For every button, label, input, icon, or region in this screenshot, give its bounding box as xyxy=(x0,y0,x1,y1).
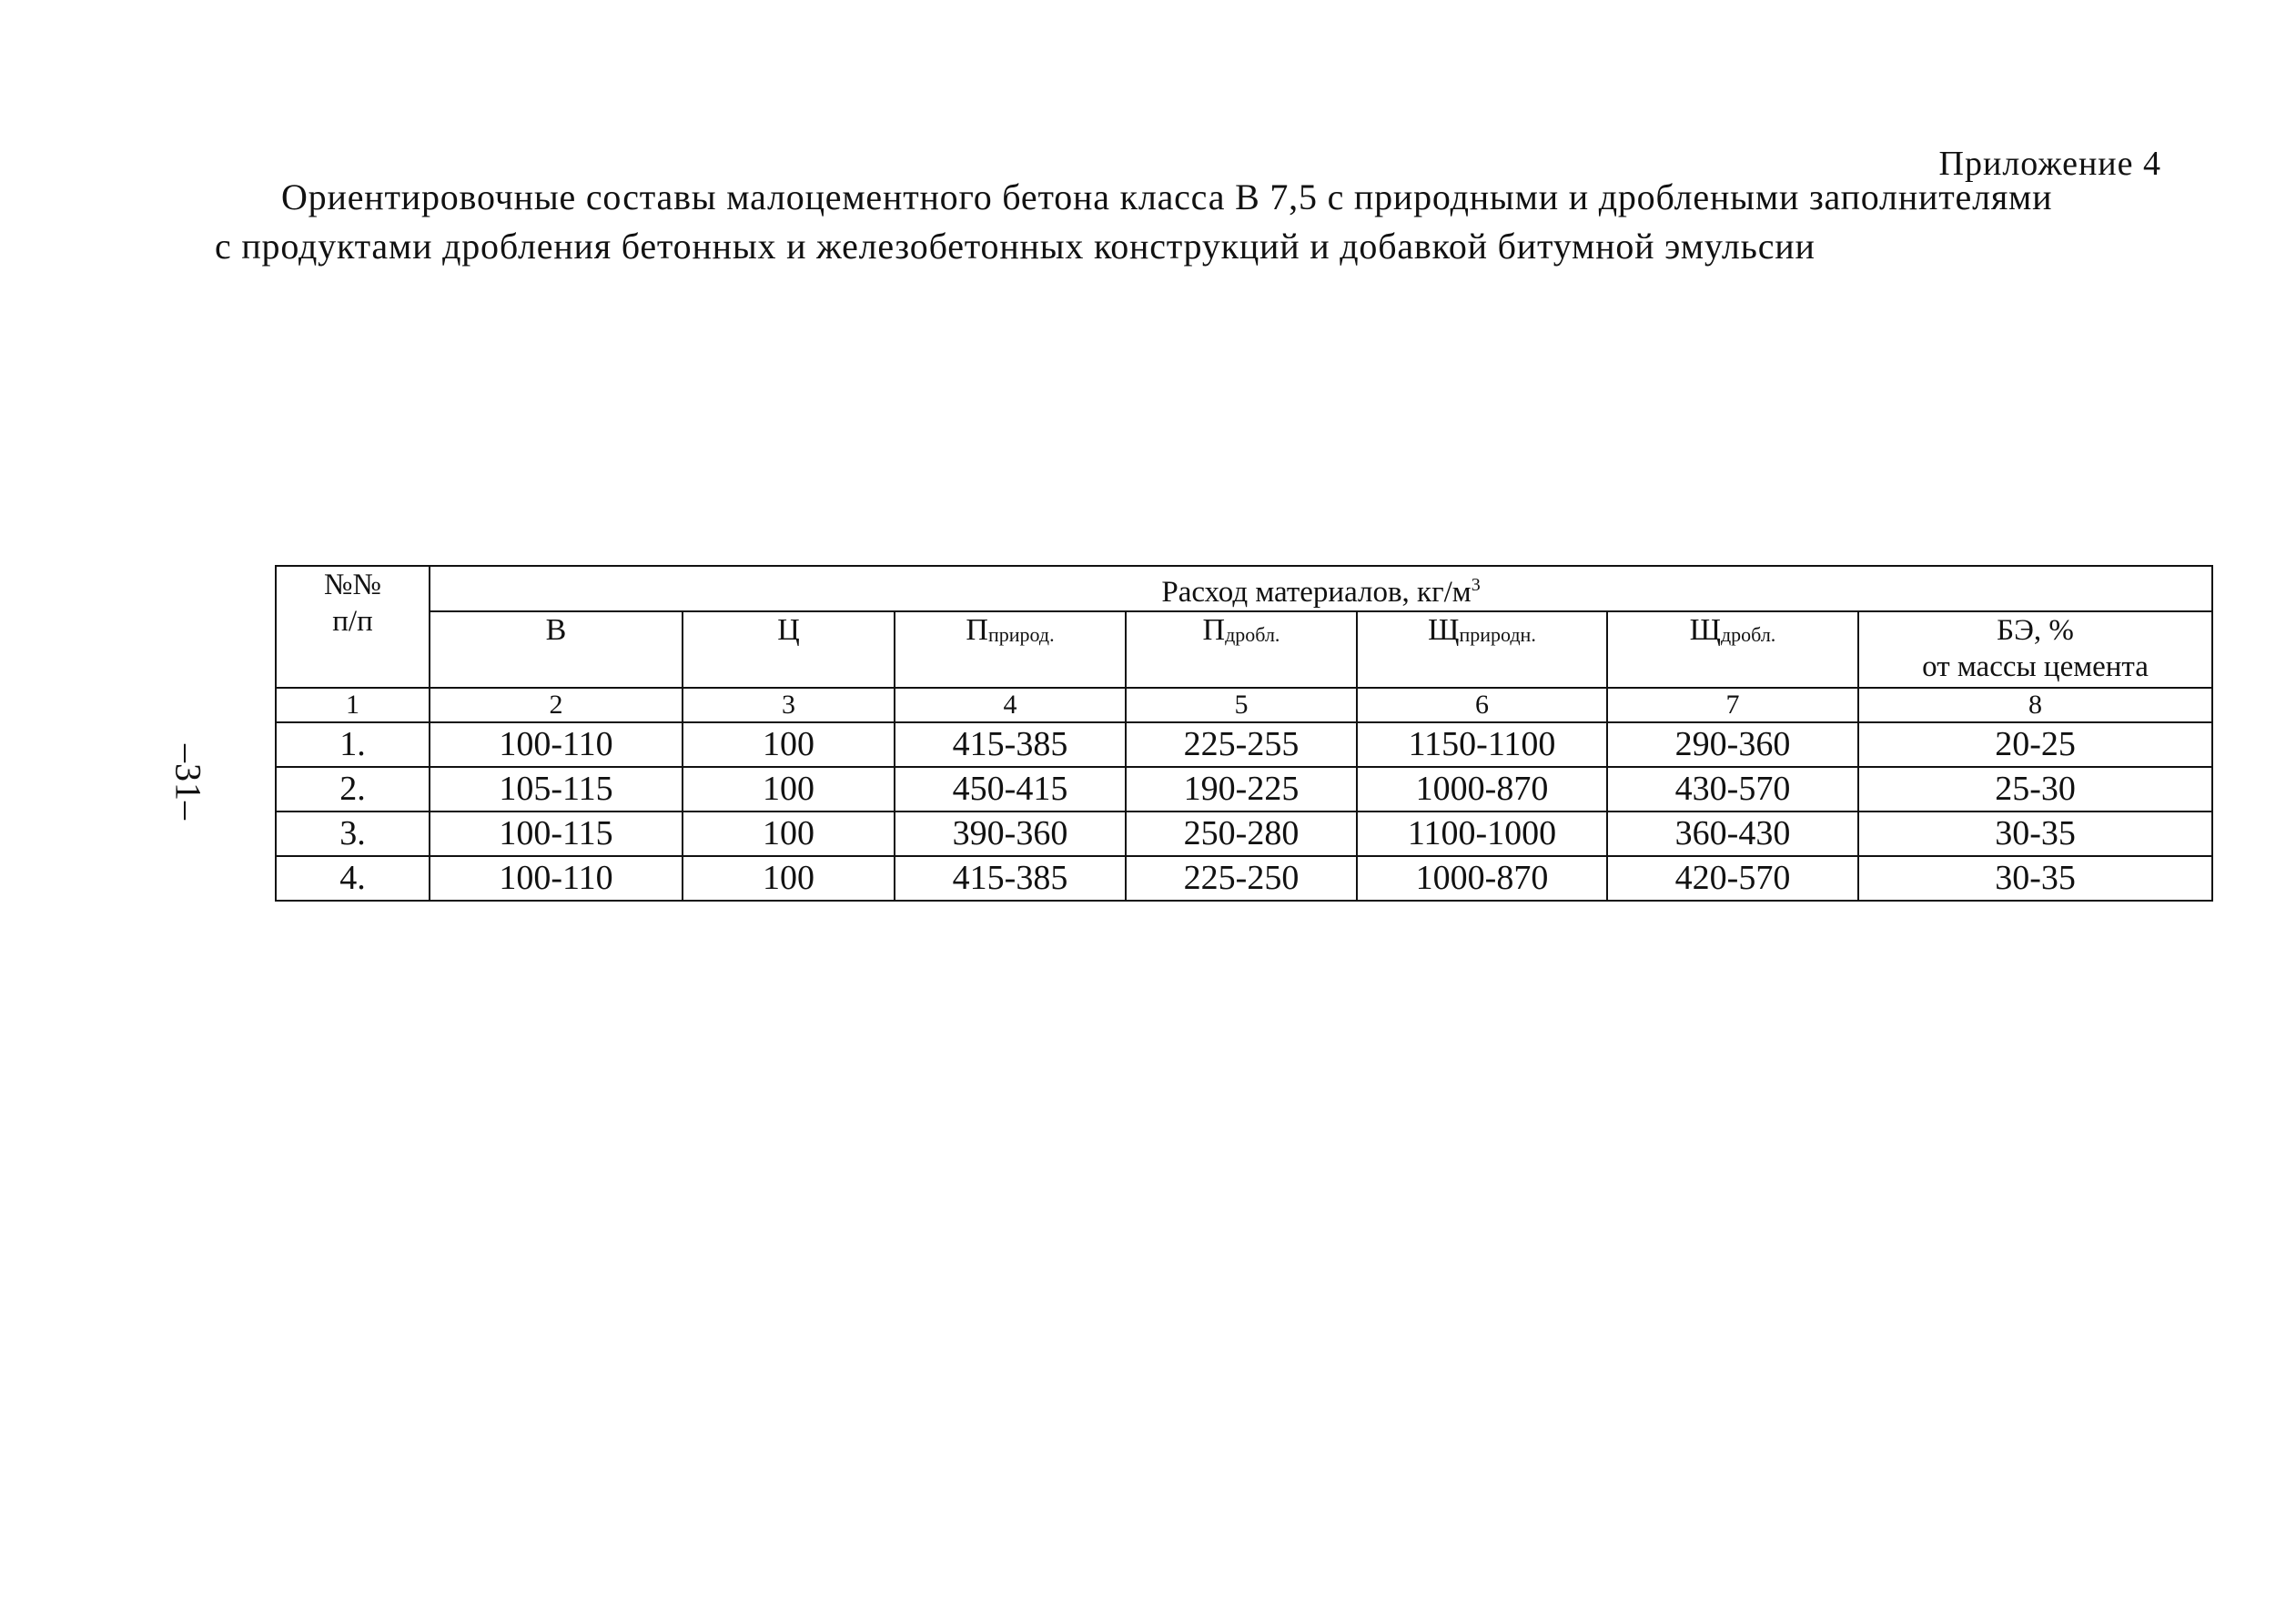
column-number-cell: 7 xyxy=(1607,688,1858,722)
header-number-label-2: п/п xyxy=(332,605,373,638)
header-cell-gravel-natural xyxy=(1357,611,1607,688)
header-cell-sand-natural xyxy=(895,611,1126,688)
header-row-1 xyxy=(276,566,2212,611)
table-cell: 100 xyxy=(683,722,895,767)
header-cell-water xyxy=(430,611,683,688)
document-title xyxy=(215,173,2171,271)
header-gravel-natural-sub: природн. xyxy=(1459,623,1536,646)
table-row xyxy=(276,722,2212,767)
table-cell: 20-25 xyxy=(1858,722,2212,767)
header-water-symbol: В xyxy=(545,613,567,647)
table-cell: 415-385 xyxy=(895,856,1126,901)
table-cell: 420-570 xyxy=(1607,856,1858,901)
table-row xyxy=(276,856,2212,901)
column-number-cell: 3 xyxy=(683,688,895,722)
title-line-1: Ориентировочные составы малоцементного бетона класса В 7,5 с природными и дроблеными заполнителями xyxy=(281,176,2053,217)
header-gravel-crushed-symbol: Щ xyxy=(1689,613,1721,647)
column-number-cell: 5 xyxy=(1126,688,1357,722)
header-sand-natural-symbol: П xyxy=(966,613,988,647)
header-sand-natural-sub: природ. xyxy=(987,623,1055,646)
table-cell: 2. xyxy=(276,767,430,812)
header-cell-materials xyxy=(430,566,2212,611)
table-cell: 225-255 xyxy=(1126,722,1357,767)
header-bitumen-symbol: БЭ, % xyxy=(1997,614,2074,647)
column-number-row xyxy=(276,688,2212,722)
column-number-cell: 2 xyxy=(430,688,683,722)
table-cell: 105-115 xyxy=(430,767,683,812)
title-line-2: с продуктами дробления бетонных и железобетонных конструкций и добавкой битумной эмульсии xyxy=(215,226,1816,267)
table-cell: 30-35 xyxy=(1858,812,2212,856)
header-row-2 xyxy=(276,611,2212,688)
header-bitumen-note: от массы цемента xyxy=(1922,650,2149,683)
header-materials-label: Расход материалов, кг/м xyxy=(1161,576,1472,609)
header-cell-cement xyxy=(683,611,895,688)
table-cell: 250-280 xyxy=(1126,812,1357,856)
column-number-cell: 4 xyxy=(895,688,1126,722)
table-cell: 100-110 xyxy=(430,856,683,901)
header-cell-gravel-crushed xyxy=(1607,611,1858,688)
table-cell: 415-385 xyxy=(895,722,1126,767)
column-number-cell: 8 xyxy=(1858,688,2212,722)
table-cell: 100 xyxy=(683,812,895,856)
table-cell: 1150-1100 xyxy=(1357,722,1607,767)
page-number xyxy=(157,728,220,837)
header-cell-number xyxy=(276,566,430,688)
column-number-cell: 1 xyxy=(276,688,430,722)
header-number-label: №№ xyxy=(324,569,381,601)
header-cell-sand-crushed xyxy=(1126,611,1357,688)
header-gravel-natural-symbol: Щ xyxy=(1428,613,1460,647)
table-cell: 390-360 xyxy=(895,812,1126,856)
table-cell: 1. xyxy=(276,722,430,767)
table-row xyxy=(276,767,2212,812)
table-cell: 1100-1000 xyxy=(1357,812,1607,856)
column-number-cell: 6 xyxy=(1357,688,1607,722)
table-cell: 225-250 xyxy=(1126,856,1357,901)
header-cement-symbol: Ц xyxy=(777,613,800,647)
table-cell: 4. xyxy=(276,856,430,901)
header-sand-crushed-sub: дробл. xyxy=(1225,623,1280,646)
header-materials-unit-sup: 3 xyxy=(1471,575,1481,595)
table-cell: 430-570 xyxy=(1607,767,1858,812)
table-row xyxy=(276,812,2212,856)
table-cell: 100 xyxy=(683,767,895,812)
table-cell: 100 xyxy=(683,856,895,901)
table-cell: 450-415 xyxy=(895,767,1126,812)
header-gravel-crushed-sub: дробл. xyxy=(1720,623,1776,646)
composition-table xyxy=(275,565,2213,902)
table-cell: 100-110 xyxy=(430,722,683,767)
table-cell: 190-225 xyxy=(1126,767,1357,812)
table-cell: 100-115 xyxy=(430,812,683,856)
table-cell: 25-30 xyxy=(1858,767,2212,812)
table-cell: 360-430 xyxy=(1607,812,1858,856)
table-cell: 30-35 xyxy=(1858,856,2212,901)
page-number-text: –31– xyxy=(167,744,209,821)
table-cell: 1000-870 xyxy=(1357,767,1607,812)
header-cell-bitumen xyxy=(1858,611,2212,688)
table-cell: 3. xyxy=(276,812,430,856)
table-cell: 290-360 xyxy=(1607,722,1858,767)
appendix-label: Приложение 4 xyxy=(1938,145,2161,183)
header-sand-crushed-symbol: П xyxy=(1202,613,1226,647)
table-cell: 1000-870 xyxy=(1357,856,1607,901)
